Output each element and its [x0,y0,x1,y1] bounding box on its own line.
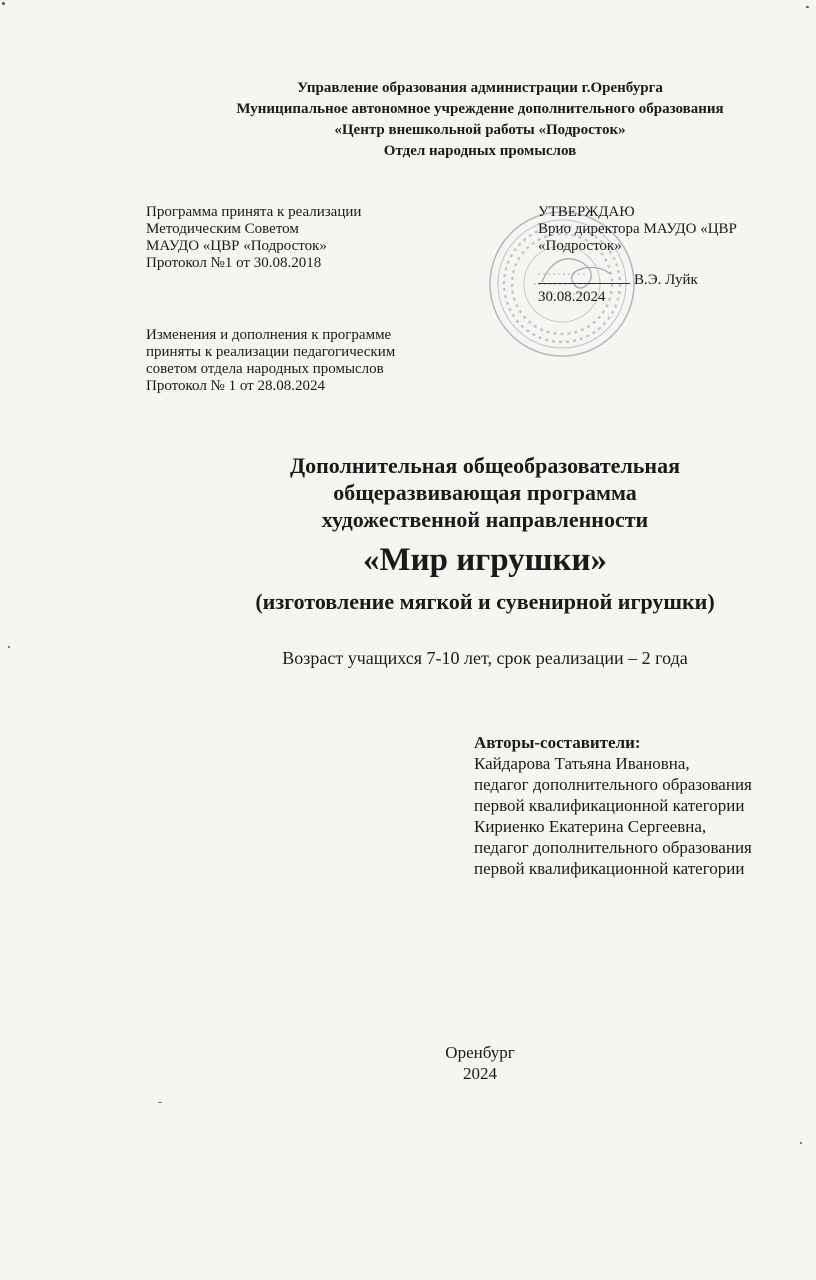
acceptance-line-3: МАУДО «ЦВР «Подросток» [146,238,327,254]
title-line-2: общеразвивающая программа [333,480,637,505]
title-line-3: художественной направленности [321,507,649,532]
changes-line-4: Протокол № 1 от 28.08.2024 [146,378,325,394]
approval-date: 30.08.2024 [538,289,606,305]
scan-speck [158,1102,162,1103]
header-line-2: Муниципальное автономное учреждение дополнительного образования [236,101,724,117]
scan-speck [800,1142,802,1144]
age-and-duration: Возраст учащихся 7-10 лет, срок реализации – 2 года [282,648,688,668]
approval-line-1: Врио директора МАУДО «ЦВР [538,221,737,237]
authors-block [474,732,752,879]
scan-speck [8,646,10,648]
header-line-4: Отдел народных промыслов [383,143,577,159]
header-line-1: Управление образования администрации г.Оренбурга [297,80,663,96]
year: 2024 [463,1064,497,1083]
city: Оренбург [445,1043,515,1062]
author-2-name: Кириенко Екатерина Сергеевна, [474,817,707,836]
program-name: «Мир игрушки» [362,542,608,578]
changes-line-1: Изменения и дополнения к программе [146,327,392,343]
acceptance-line-1: Программа принята к реализации [146,204,362,220]
place-and-year [330,1042,630,1084]
author-1-name: Кайдарова Татьяна Ивановна, [474,754,690,773]
acceptance-note [146,204,361,272]
changes-note [146,327,395,395]
scan-speck [806,6,809,8]
signature-row [538,272,737,289]
changes-line-3: советом отдела народных промыслов [146,361,384,377]
acceptance-line-2: Методическим Советом [146,221,299,237]
program-subtitle: (изготовление мягкой и сувенирной игрушки) [255,589,715,614]
title-line-1: Дополнительная общеобразовательная [289,453,681,478]
author-2-position: педагог дополнительного образования [474,838,752,857]
approval-heading: УТВЕРЖДАЮ [538,204,635,220]
program-type [130,452,816,533]
acceptance-line-4: Протокол №1 от 30.08.2018 [146,255,322,271]
scan-speck [2,2,5,5]
institution-header [120,78,816,162]
author-1-category: первой квалификационной категории [474,796,745,815]
changes-line-2: приняты к реализации педагогическим [146,344,396,360]
header-line-3: «Центр внешкольной работы «Подросток» [334,122,626,138]
authors-heading: Авторы-составители: [474,733,641,752]
signer-name: В.Э. Луйк [634,272,698,288]
approval-block [538,204,737,306]
author-2-category: первой квалификационной категории [474,859,745,878]
signature-line [538,283,630,284]
approval-line-2: «Подросток» [538,238,622,254]
author-1-position: педагог дополнительного образования [474,775,752,794]
